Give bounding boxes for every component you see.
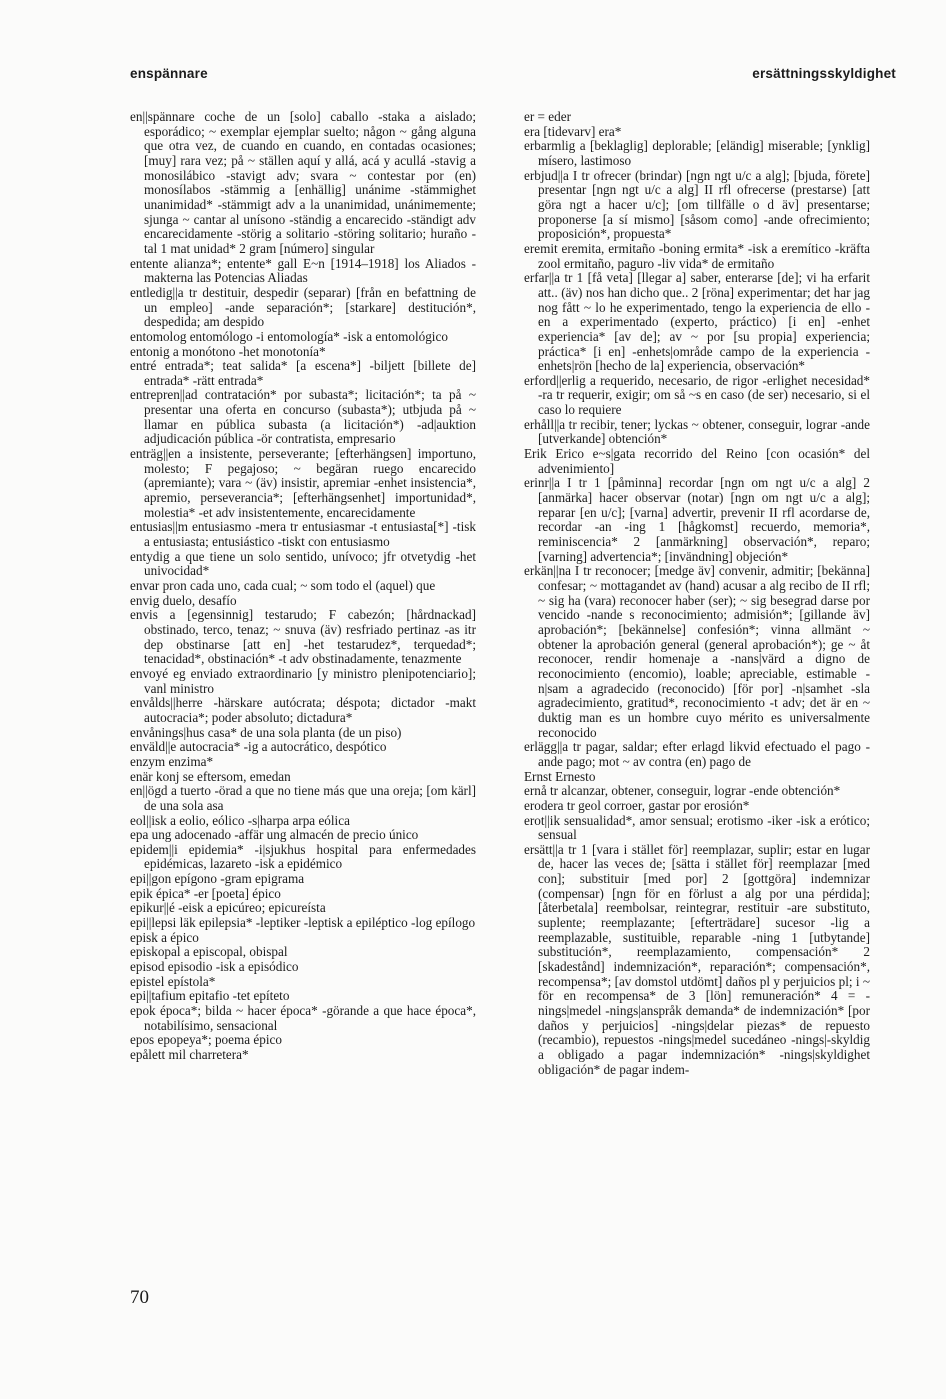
- dictionary-entry: episkopal a episcopal, obispal: [130, 944, 288, 960]
- dictionary-entry: erbarmlig a [beklaglig] deplorable; [eländig] miserable; [ynklig] mísero, lastimoso: [524, 138, 870, 168]
- dictionary-entry: enär konj se eftersom, emedan: [130, 768, 291, 784]
- dictionary-entry: envålds||herre -härskare autócrata; déspota; dictador -makt autocracia*; poder absoluto; dictadura*: [130, 695, 476, 725]
- dictionary-entry: epålett mil charretera*: [130, 1047, 249, 1062]
- dictionary-entry: er = eder: [524, 109, 571, 124]
- dictionary-entry: epidem||i epidemia* -i|sjukhus hospital para enfermedades epidémicas, lazareto -isk a epidémico: [130, 841, 476, 872]
- dictionary-entry: entré entrada*; teat salida* [a escena*] -biljett [billete de] entrada* -rätt entrada*: [130, 358, 476, 388]
- dictionary-entry: epa ung adocenado -affär ung almacén de precio único: [130, 827, 419, 843]
- dictionary-entry: entente alianza*; entente* gall E~n [1914–1918] los Aliados -makterna las Potencias Aliadas: [130, 255, 476, 286]
- dictionary-entry: epi||tafium epitafio -tet epíteto: [130, 988, 290, 1004]
- dictionary-entry: epi||lepsi läk epilepsia* -leptiker -leptisk a epiléptico -log epílogo: [130, 915, 476, 931]
- dictionary-entry: entydig a que tiene un solo sentido, unívoco; jfr otvetydig -het univocidad*: [130, 548, 476, 579]
- dictionary-entry: eol||isk a eolio, eólico -s|harpa arpa eólica: [130, 812, 350, 828]
- dictionary-entry: envånings|hus casa* de una sola planta (de un piso): [130, 724, 402, 740]
- dictionary-entry: erkän||na I tr reconocer; [medge äv] convenir, admitir; [bekänna] confesar; ~ mottagandet av (hand) acusar a alg recibo de II rfl; ~ sig ha (vara) reconocer haber (ser); ~ sig besegrad darse por vencido -nande s reconocimiento; admisión*; [gillande äv] aprobación*; [bekännelse] confesión*; vinna allmänt ~ obtener la aprobación general (general aprobación*); ge ~ åt reconocer, rendir homenaje a -nans|värd a digno de reconocimiento (encomio), loable; apreciable, estimable -n|sam a agradecido (reconocido) [för por] -n|samhet -sla agradecimiento, gratitud*, reconocimiento -t adv; det är en ~ duktig man es un hombre cuyo mérito es universalmente reconocido: [524, 563, 870, 740]
- running-head-last-entry: ersättningsskyldighet: [752, 66, 896, 81]
- dictionary-entry: epik épica* -er [poeta] épico: [130, 885, 281, 901]
- dictionary-entry: entrepren||ad contratación* por subasta*; licitación*; ta på ~ presentar una oferta en concurso (subasta*); utbjuda på ~ llamar en pública subasta (a licitación*) -ad|auktion adjudicación pública -ör contratista, empresario: [130, 387, 476, 447]
- dictionary-entry: eremit eremita, ermitaño -boning ermita* -isk a eremítico -kräfta zool ermitaño, paguro -liv vida* de ermitaño: [524, 240, 870, 271]
- dictionary-entry: epikur||é -eisk a epicúreo; epicureísta: [130, 900, 326, 916]
- dictionary-entry: envar pron cada uno, cada cual; ~ som todo el (aquel) que: [130, 578, 436, 593]
- dictionary-entry: epos epopeya*; poema épico: [130, 1032, 282, 1048]
- dictionary-entry: envig duelo, desafío: [130, 592, 237, 608]
- dictionary-entry: epok época*; bilda ~ hacer época* -görande a que hace época*, notabilísimo, sensacional: [130, 1003, 476, 1033]
- running-head-first-entry: enspännare: [130, 66, 208, 81]
- left-column: [130, 110, 476, 1063]
- dictionary-entry: epi||gon epígono -gram epigrama: [130, 871, 305, 887]
- dictionary-entry: era [tidevarv] era*: [524, 123, 622, 139]
- dictionary-entry: entomolog entomólogo -i entomología* -isk a entomológico: [130, 328, 448, 344]
- dictionary-entry: Erik Erico e~s|gata recorrido del Reino [con ocasión* del advenimiento]: [524, 446, 870, 476]
- right-column: [524, 110, 870, 1077]
- dictionary-entry: erodera tr geol corroer, gastar por erosión*: [524, 797, 750, 813]
- dictionary-entry: episk a épico: [130, 929, 199, 945]
- dictionary-entry: episod episodio -isk a episódico: [130, 959, 299, 975]
- dictionary-entry: erlägg||a tr pagar, saldar; efter erlagd likvid efectuado el pago -ande pago; mot ~ av contra (en) pago de: [524, 739, 870, 769]
- dictionary-entry: epistel epístola*: [130, 973, 216, 989]
- page-number: 70: [130, 1287, 149, 1308]
- dictionary-entry: en||spännare coche de un [solo] caballo -staka a aislado; esporádico; ~ exemplar ejemplar suelto; någon ~ gång alguna que otra vez, de cuando en cuando, en contadas ocasiones; [muy] rara vez; på ~ ställen aquí y allá, acá y acullá -stavig a monosilábico -stavigt adv; svara ~ contestar por (en) monosílabos -stämmig a [enhällig] unánime -stämmighet unanimidad* -stämmigt adv a la unanimidad, unánimemente; sjunga ~ cantar al unísono -ständig a encarecido -ständigt adv encarecidamente -störig a solitario -störing solitario; huraño -tal 1 mat unidad* 2 gram [número] singular: [130, 109, 476, 256]
- dictionary-entry: erinr||a I tr 1 [påminna] recordar [ngn om ngt u/c a alg] 2 [anmärka] hacer observar (notar) [ngn om ngt u/c a alg]; reparar [en u/c]; [varna] advertir, prevenir II rfl acordarse de, recordar -an -ing 1 [hågkomst] recuerdo, memoria*, reminiscencia* 2 [anmärkning] observación*, reparo; [varning] advertencia*; [invändning] objeción*: [524, 475, 870, 564]
- dictionary-entry: erbjud||a I tr ofrecer (brindar) [ngn ngt u/c a alg]; [bjuda, förete] presentar [ngn ngt u/c a alg] II rfl ofrecerse (prestarse) [att göra ngt a hacer u/c]; [om tillfälle o d äv] presentarse; proponerse [a sí mismo] [såsom como] -ande ofrecimiento; proposición*, propuesta*: [524, 167, 870, 242]
- dictionary-entry: enzym enzima*: [130, 753, 214, 769]
- dictionary-entry: erfar||a tr 1 [få veta] [llegar a] saber, enterarse [de]; vi ha erfarit att.. (äv) nos han dicho que.. 2 [röna] experimentar; det har jag nog fått ~ lo he experimentado, tengo la experiencia de ello -en a experimentado (experto, práctico) [i en] -enhet experiencia* [av de]; av ~ por [su propia] experiencia; práctica* [i en] -enhets|område campo de la experiencia -enhets|rön [hecho de la] experiencia, observación*: [524, 270, 870, 374]
- dictionary-entry: envoyé eg enviado extraordinario [y ministro plenipotenciario]; vanl ministro: [130, 665, 476, 696]
- dictionary-entry: en||ögd a tuerto -örad a que no tiene más que una oreja; [om kärl] de una sola asa: [130, 783, 476, 813]
- dictionary-entry: entonig a monótono -het monotonía*: [130, 343, 326, 359]
- dictionary-entry: ernå tr alcanzar, obtener, conseguir, lograr -ende obtención*: [524, 783, 841, 799]
- dictionary-entry: erford||erlig a requerido, necesario, de rigor -erlighet necesidad* -ra tr requerir, exigir; om så ~s en caso (de ser) necesario, si el caso lo requiere: [524, 372, 870, 418]
- dictionary-entry: Ernst Ernesto: [524, 768, 596, 784]
- dictionary-entry: entusias||m entusiasmo -mera tr entusiasmar -t entusiasta[*] -tisk a entusiasta; entusiástico -tiskt con entusiasmo: [130, 519, 476, 550]
- dictionary-entry: erhåll||a tr recibir, tener; lyckas ~ obtener, conseguir, lograr -ande [utverkande] obtención*: [524, 416, 870, 447]
- dictionary-entry: ersätt||a tr 1 [vara i stället för] reemplazar, suplir; estar en lugar de, hacer las veces de; [sätta i stället för] reemplazar [med con]; substituir [med por] 2 [gottgöra] indemnizar (compensar) [ngn för en förlust a alg por una pérdida]; [återbetala] reembolsar, reintegrar, restituir -are substituto, suplente; reemplazante; [efterträdare] sucesor -lig a reemplazable, sustituible, reparable -ning 1 [utbytande] substitución*, reemplazamiento, compensación* 2 [skadestånd] indemnización*, reparación*; compensación*, recompensa*; [av domstol utdömt] daños pl y perjuicios pl; i ~ för en recompensa* de 3 [lön] remuneración* 4 = -nings|medel -nings|anspråk demanda* de indemnización* [por daños y perjuicios] -nings|delar piezas* de repuesto (recambio), repuestos -nings|medel sucedáneo -nings|-skyldig a obligado a pagar indemnización* -nings|skyldighet obligación* de pagar indem-: [524, 841, 870, 1077]
- dictionary-entry: enväld||e autocracia* -ig a autocrático, despótico: [130, 739, 387, 755]
- dictionary-entry: erot||ik sensualidad*, amor sensual; erotismo -iker -isk a erótico; sensual: [524, 812, 870, 843]
- dictionary-entry: entledig||a tr destituir, despedir (separar) [från en befattning de un empleo] -ande separación*; [starkare] destitución*, despedida; am despido: [130, 284, 476, 330]
- dictionary-entry: enträg||en a insistente, perseverante; [efterhängsen] importuno, molesto; F pegajoso; ~ begäran ruego encarecido (apremiante); vara ~ (äv) insistir, apremiar -enhet insistencia*, apremio, perseverancia*; [efterhängsenhet] importunidad*, molestia* -et adv insistentemente, encarecidamente: [130, 446, 476, 520]
- dictionary-entry: envis a [egensinnig] testarudo; F cabezón; [hårdnackad] obstinado, terco, tenaz; ~ snuva (äv) resfriado pertinaz -as itr dep obstinarse [att en] -het testarudez*, terquedad*; tenacidad*, obstinación* -t adv obstinadamente, tenazmente: [130, 607, 476, 667]
